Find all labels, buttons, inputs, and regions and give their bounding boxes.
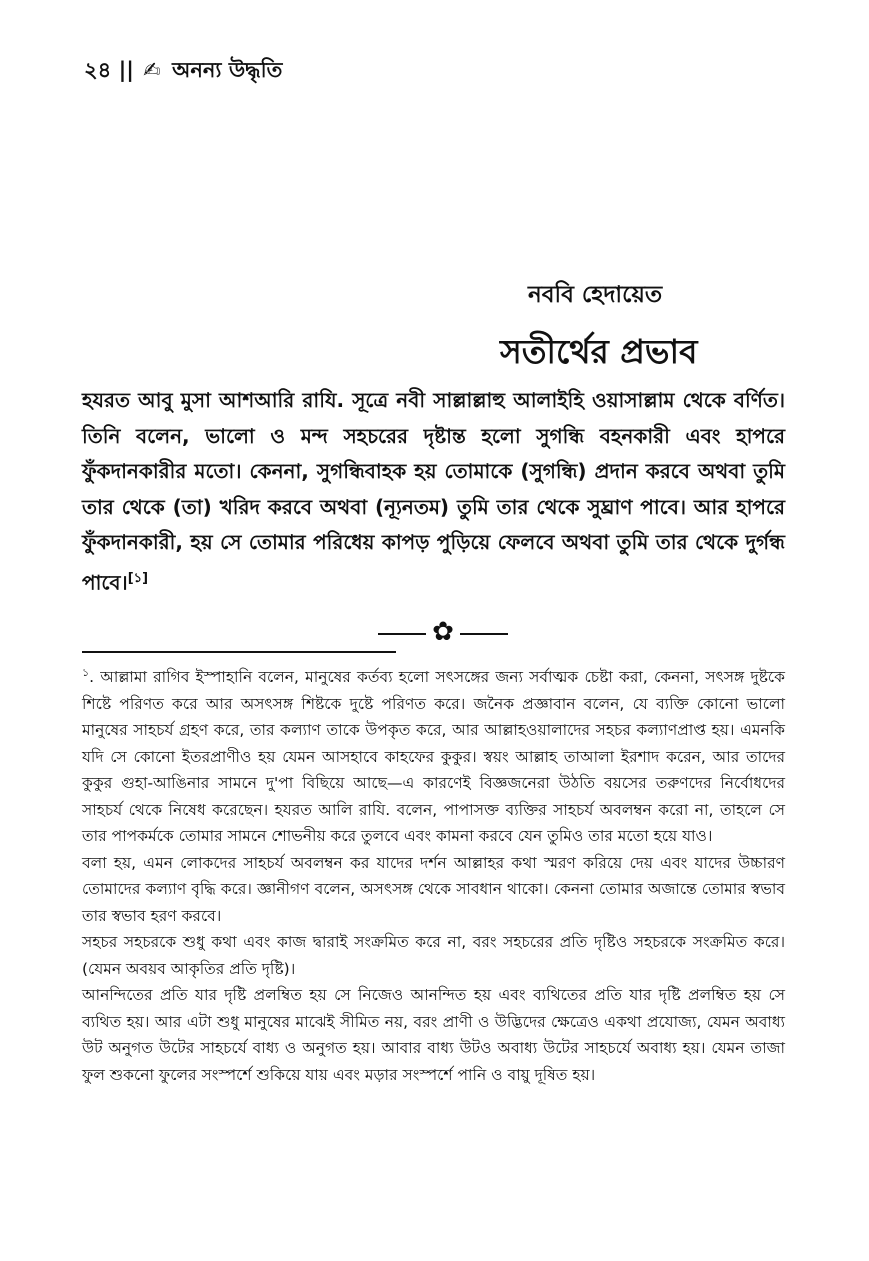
hadith-body: হযরত আবু মুসা আশআরি রাযি. সূত্রে নবী সাল্লাল্লাহু আলাইহি ওয়াসাল্লাম থেকে বর্ণিত। তিনি বলেন, ভালো ও মন্দ সহচরের দৃষ্টান্ত হলো সুগন্ধি বহনকারী এবং হাপরে ফুঁকদানকারীর মতো। কেননা, সুগন্ধিবাহক হয় তোমাকে (সুগন্ধি) প্রদান করবে অথবা তুমি তার থেকে (তা) খরিদ করবে অথবা (ন্যূনতম) তুমি তার থেকে সুঘ্রাণ পাবে। আর হাপরে ফুঁকদানকারী, হয় সে তোমার পরিধেয় কাপড় পুড়িয়ে ফেলবে অথবা তুমি তার থেকে দুর্গন্ধ পাবে। [82, 388, 785, 595]
flower-icon: ✿ [432, 617, 454, 647]
divider-line-right [460, 633, 508, 635]
book-title: অনন্য উদ্ধৃতি [172, 58, 283, 82]
header-separator: || [118, 58, 134, 82]
footnote-paragraph: আনন্দিতের প্রতি যার দৃষ্টি প্রলম্বিত হয় সে নিজেও আনন্দিত হয় এবং ব্যথিতের প্রতি যার দৃষ্টি প্রলম্বিত হয় সে ব্যথিত হয়। আর এটা শুধু মানুষের মাঝেই সীমিত নয়, বরং প্রাণী ও উদ্ভিদের ক্ষেত্রেও একথা প্রযোজ্য, যেমন অবাধ্য উট অনুগত উটের সাহচর্যে বাধ্য ও অনুগত হয়। আবার বাধ্য উটও অবাধ্য উটের সাহচর্যে অবাধ্য হয়। যেমন তাজা ফুল শুকনো ফুলের সংস্পর্শে শুকিয়ে যায় এবং মড়ার সংস্পর্শে পানি ও বায়ু দূষিত হয়। [82, 986, 785, 1084]
footnote-reference: [১] [127, 570, 149, 586]
footnote-paragraph: বলা হয়, এমন লোকদের সাহচর্য অবলম্বন কর যাদের দর্শন আল্লাহর কথা স্মরণ করিয়ে দেয় এবং যাদের উচ্চারণ তোমাদের কল্যাণ বৃদ্ধি করে। জ্ঞানীগণ বলেন, অসৎসঙ্গ থেকে সাবধান থাকো। কেননা তোমার অজান্তে তোমার স্বভাব তার স্বভাব হরণ করবে। [82, 853, 785, 925]
page-number: ২৪ [84, 58, 112, 82]
footnotes [82, 660, 785, 1088]
chapter-title: সতীর্থের প্রভাব [500, 332, 698, 371]
divider-line-left [378, 633, 426, 635]
footnote-marker: ১ [82, 666, 90, 679]
hadith-text [82, 383, 785, 601]
footnote-paragraph: $^১$. আল্লামা রাগিব ইস্পাহানি বলেন, মানুষের কর্তব্য হলো সৎসঙ্গের জন্য সর্বাত্মক চেষ্টা করা, কেননা, সৎসঙ্গ দুষ্টকে শিষ্টে পরিণত করে আর অসৎসঙ্গ শিষ্টকে দুষ্টে পরিণত করে। জনৈক প্রজ্ঞাবান বলেন, যে ব্যক্তি কোনো ভালো মানুষের সাহচর্য গ্রহণ করে, তার কল্যাণ তাকে উপকৃত করে, আর আল্লাহওয়ালাদের সহচর কল্যাণপ্রাপ্ত হয়। এমনকি যদি সে কোনো ইতরপ্রাণীও হয় যেমন আসহাবে কাহফের কুকুর। স্বয়ং আল্লাহ তাআলা ইরশাদ করেন, আর তাদের কুকুর গুহা-আঙিনার সামনে দু'পা বিছিয়ে আছে—এ কারণেই বিজ্ঞজনেরা উঠতি বয়সের তরুণদের নির্বোধদের সাহচর্য থেকে নিষেধ করেছেন। হযরত আলি রাযি. বলেন, পাপাসক্ত ব্যক্তির সাহচর্য অবলম্বন করো না, তাহলে সে তার পাপকর্মকে তোমার সামনে শোভনীয় করে তুলবে এবং কামনা করবে যেন তুমিও তার মতো হয়ে যাও। [82, 666, 785, 846]
running-header [84, 54, 282, 89]
footnote-rule [82, 651, 396, 653]
quill-icon: ✍ [143, 58, 161, 82]
section-label: নববি হেদায়েত [528, 282, 663, 308]
ornamental-divider [378, 617, 508, 647]
footnote-paragraph: সহচর সহচরকে শুধু কথা এবং কাজ দ্বারাই সংক্রমিত করে না, বরং সহচরের প্রতি দৃষ্টিও সহচরকে সংক্রমিত করে। (যেমন অবয়ব আকৃতির প্রতি দৃষ্টি)। [82, 933, 785, 978]
